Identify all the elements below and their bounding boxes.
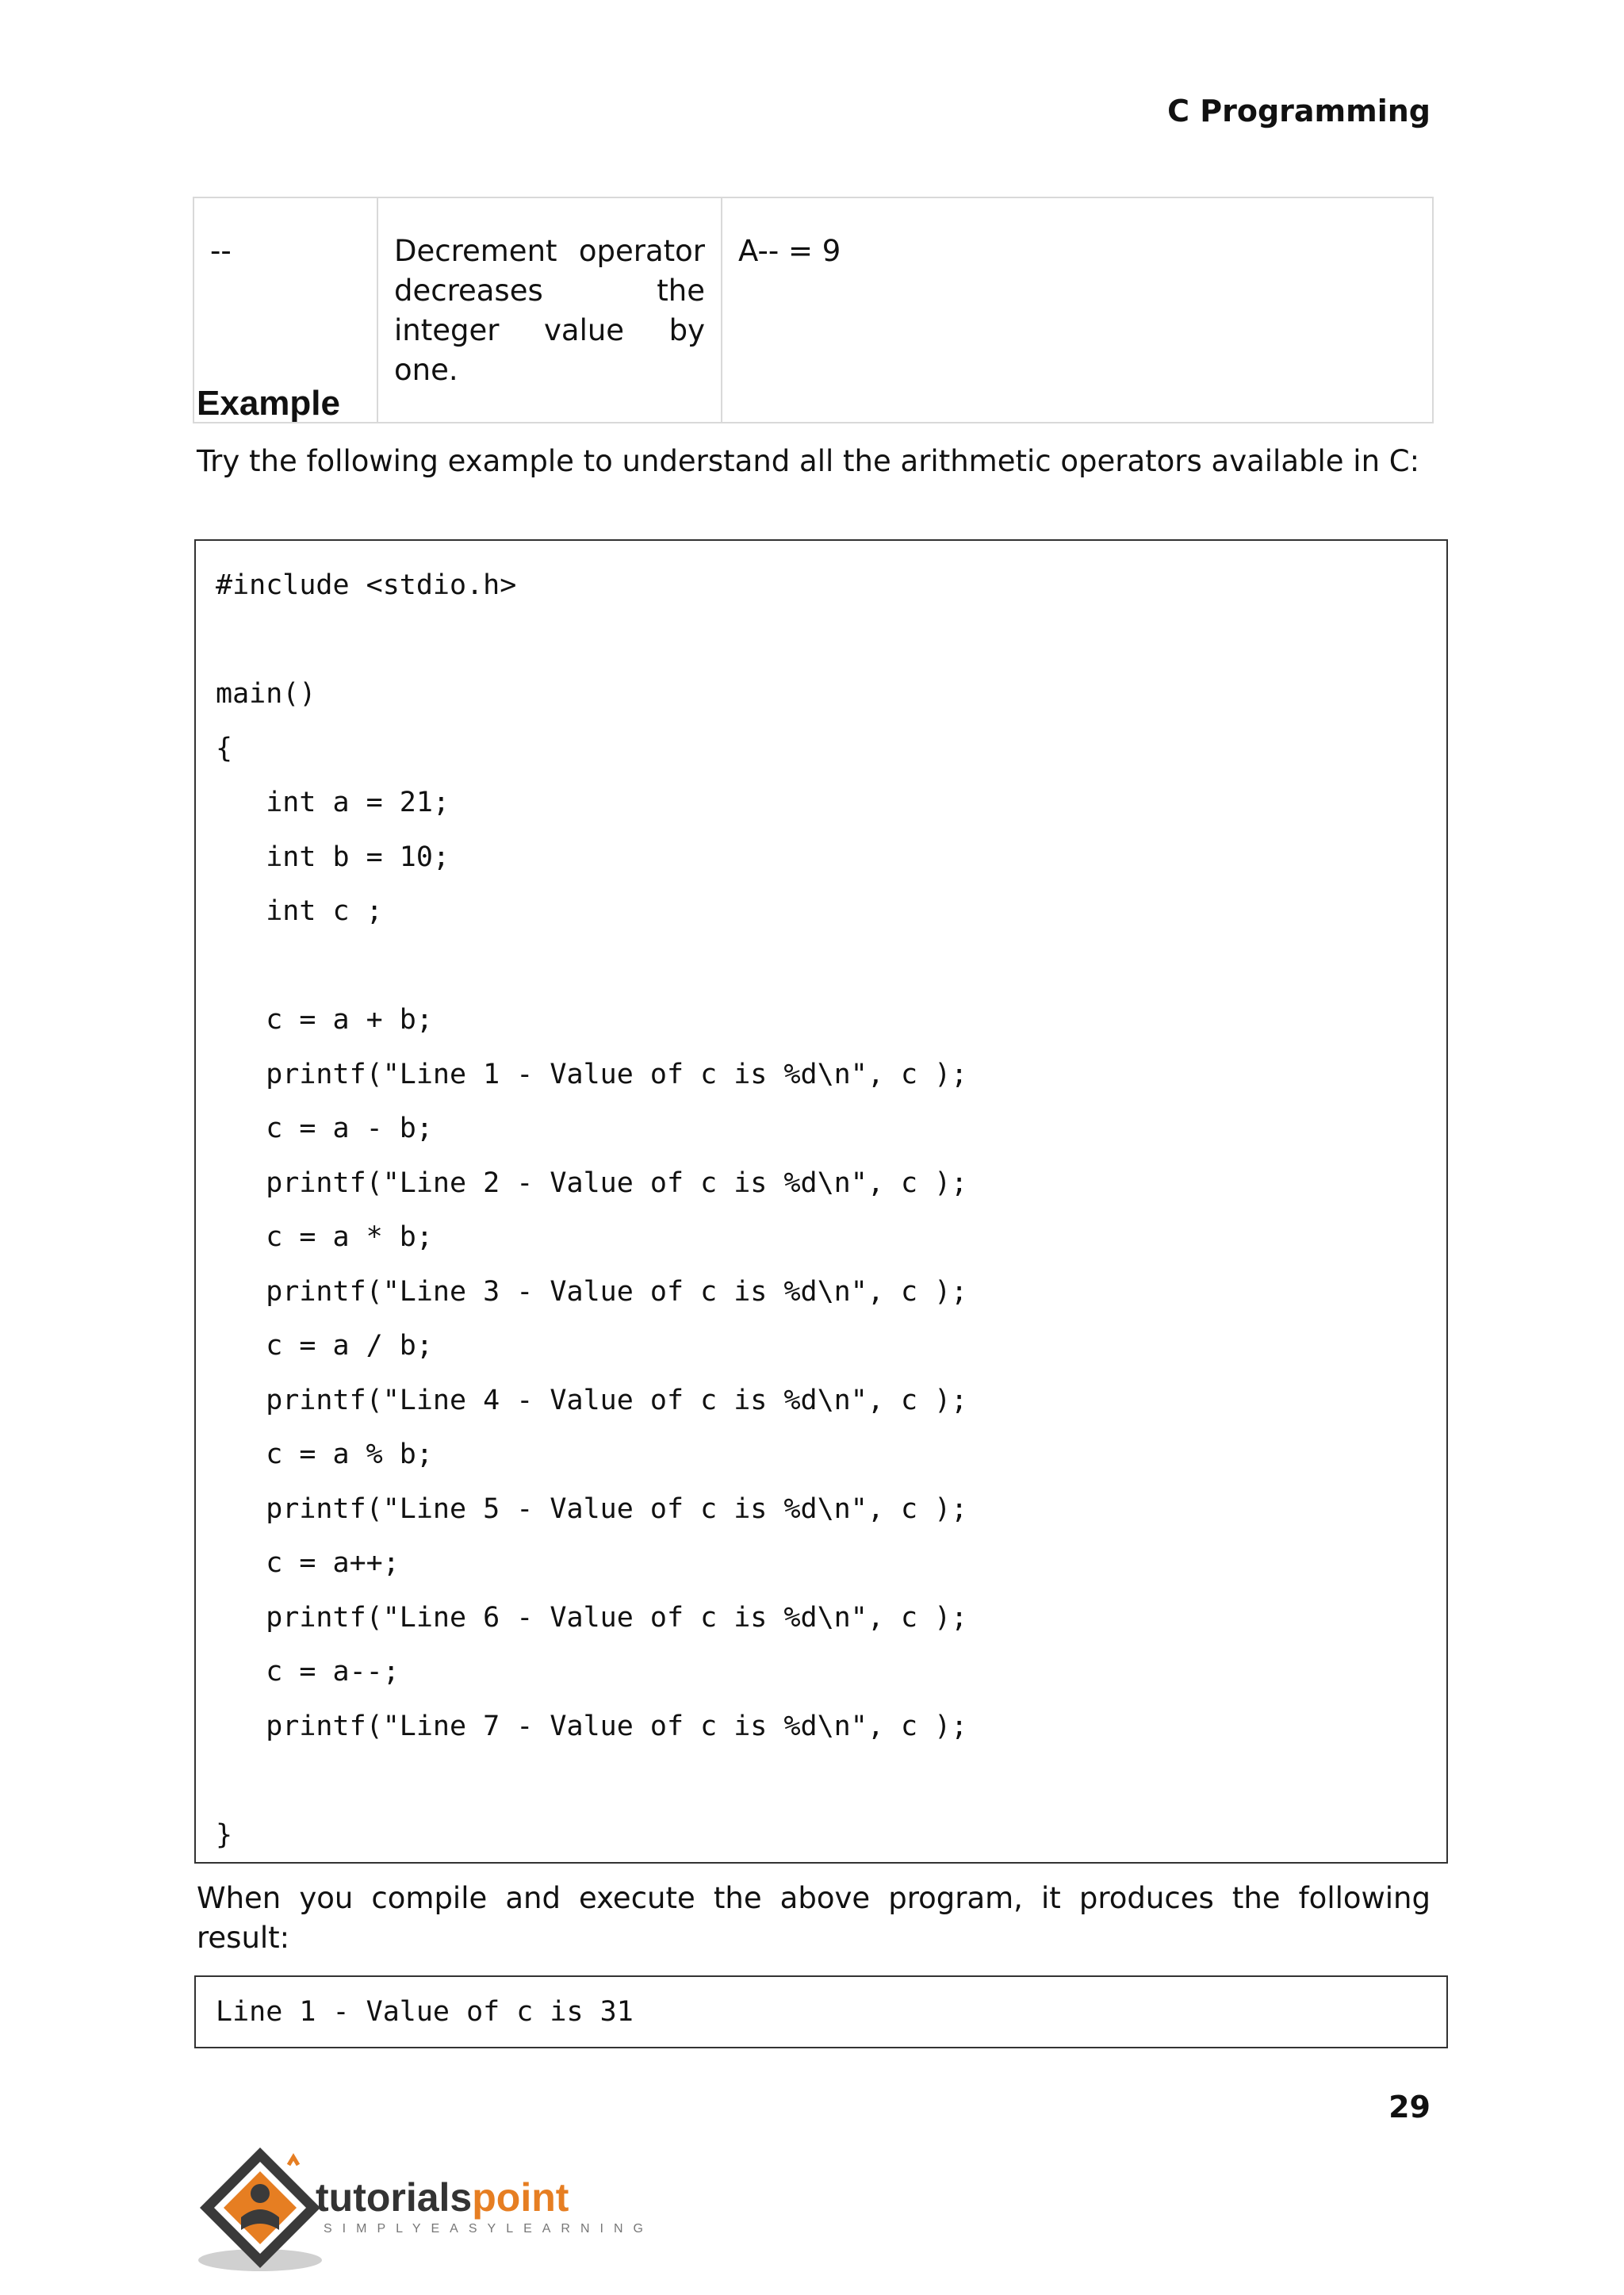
code-line (216, 939, 967, 994)
code-line: c = a * b; (216, 1221, 433, 1253)
intro-paragraph: Try the following example to understand all the arithmetic operators available in C: (197, 444, 1420, 478)
code-line: c = a--; (216, 1656, 400, 1688)
page-number: 29 (1388, 2090, 1431, 2125)
output-lines (216, 1993, 634, 2031)
code-line: c = a % b; (216, 1439, 433, 1470)
example-cell: A-- = 9 (722, 197, 1433, 423)
code-line: c = a / b; (216, 1330, 433, 1362)
output-block (194, 1975, 1448, 2048)
tutorialspoint-logo (195, 2141, 653, 2279)
code-line: c = a + b; (216, 1004, 433, 1036)
code-line: int a = 21; (216, 787, 450, 818)
logo-emblem-icon (195, 2141, 330, 2276)
logo-word-tutorials: tutorials (316, 2175, 473, 2220)
logo-word-point: point (472, 2175, 569, 2220)
code-line: int b = 10; (216, 841, 450, 873)
code-line (216, 1753, 967, 1808)
description-cell: Decrement operator decreases the integer value by one. (377, 197, 722, 423)
code-line: printf("Line 7 - Value of c is %d\n", c ); (216, 1710, 968, 1742)
code-line: main() (216, 678, 316, 710)
code-line: printf("Line 6 - Value of c is %d\n", c ); (216, 1601, 968, 1634)
code-line: c = a - b; (216, 1113, 433, 1144)
running-header-title: C Programming (1167, 94, 1431, 128)
code-line: printf("Line 5 - Value of c is %d\n", c ); (216, 1492, 968, 1525)
section-heading: Example (197, 384, 340, 423)
code-line (216, 613, 967, 668)
operator-cell: -- (193, 197, 377, 423)
code-line: Line 1 - Value of c is 31 (216, 1996, 634, 2028)
logo-wordmark (316, 2174, 569, 2220)
code-line: { (216, 732, 233, 764)
code-block (194, 539, 1448, 1864)
code-lines (216, 558, 967, 1862)
result-intro-paragraph: When you compile and execute the above program, it produces the following result: (197, 1881, 1431, 1955)
table-row (193, 197, 1433, 423)
code-line: #include <stdio.h> (216, 569, 517, 601)
code-line: c = a++; (216, 1547, 400, 1579)
logo-tagline: SIMPLYEASYLEARNING (324, 2222, 653, 2236)
code-line: } (216, 1818, 233, 1851)
code-line: printf("Line 2 - Value of c is %d\n", c ); (216, 1167, 968, 1199)
code-line: printf("Line 3 - Value of c is %d\n", c ); (216, 1275, 968, 1308)
code-line: int c ; (216, 895, 383, 927)
code-line: printf("Line 4 - Value of c is %d\n", c ); (216, 1384, 968, 1416)
code-line: printf("Line 1 - Value of c is %d\n", c ); (216, 1058, 968, 1090)
operator-table (193, 197, 1434, 423)
